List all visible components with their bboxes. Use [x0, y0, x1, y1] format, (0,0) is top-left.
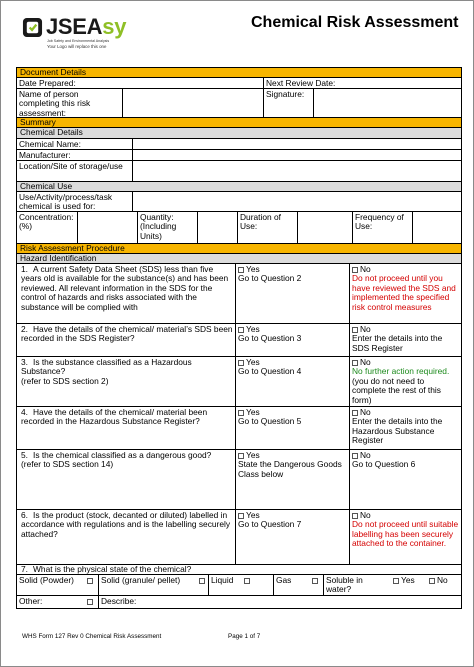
question-text: 3. Is the substance classified as a Hazardous Substance? (refer to SDS section 2)	[21, 357, 192, 386]
question-text: 2. Have the details of the chemical/ material’s SDS been recorded in the SDS Register?	[21, 324, 233, 344]
signature-field[interactable]	[313, 89, 461, 117]
logo-tagline: Job Safety and Environmental Analysis	[47, 39, 110, 43]
frequency-field[interactable]	[412, 212, 461, 243]
quantity-field[interactable]	[197, 212, 237, 243]
answer-no[interactable]: No Enter the details into the Hazardous Substance Register	[349, 407, 461, 449]
checkbox-liquid[interactable]	[244, 578, 250, 584]
checkbox-yes[interactable]	[238, 267, 244, 273]
question-text: 4. Have the details of the chemical/ material been recorded in the Hazardous Substance Register?	[21, 407, 208, 427]
concentration-label: Concentration: (%)	[19, 212, 74, 232]
question-row	[17, 450, 461, 510]
question-row	[17, 565, 461, 575]
logo-replace-note: Your Logo will replace this one	[47, 44, 107, 49]
checkbox-solid-granule[interactable]	[199, 578, 205, 584]
footer-page-number: Page 1 of 7	[228, 633, 261, 640]
answer-yes[interactable]: Yes Go to Question 3	[235, 324, 349, 356]
checkbox-solid-powder[interactable]	[87, 578, 93, 584]
checkbox-yes[interactable]	[238, 453, 244, 459]
row-chemical-name	[17, 139, 461, 150]
section-summary: Summary	[17, 118, 461, 128]
state-soluble-label: Soluble in water?	[323, 575, 391, 595]
chemical-name-field[interactable]	[132, 139, 461, 149]
duration-label: Duration of Use:	[237, 212, 297, 243]
person-label: Name of person completing this risk assessment:	[19, 89, 91, 118]
checkbox-other[interactable]	[87, 599, 93, 605]
next-review-field[interactable]: Next Review Date:	[263, 78, 461, 88]
checkbox-no[interactable]	[352, 513, 358, 519]
checkbox-no[interactable]	[352, 267, 358, 273]
state-solid-powder[interactable]: Solid (Powder)	[17, 575, 85, 595]
sub-hazard-identification: Hazard Identification	[17, 254, 461, 264]
date-prepared-field[interactable]: Date Prepared:	[19, 78, 76, 88]
manufacturer-label: Manufacturer:	[19, 150, 71, 160]
question-row	[17, 324, 461, 357]
row-dates	[17, 78, 461, 89]
concentration-field[interactable]	[77, 212, 137, 243]
assessment-form	[16, 67, 462, 609]
signature-label: Signature:	[263, 89, 313, 117]
state-gas[interactable]: Gas	[273, 575, 323, 595]
answer-yes[interactable]: Yes Go to Question 5	[235, 407, 349, 449]
checkbox-soluble-yes[interactable]	[393, 578, 399, 584]
use-activity-field[interactable]	[132, 192, 461, 211]
checkbox-yes[interactable]	[238, 410, 244, 416]
checkbox-yes[interactable]	[238, 513, 244, 519]
sub-chemical-details: Chemical Details	[17, 128, 461, 139]
answer-yes[interactable]: Yes Go to Question 4	[235, 357, 349, 406]
use-activity-label: Use/Activity/process/task chemical is used for:	[19, 192, 113, 212]
manufacturer-field[interactable]	[132, 150, 461, 160]
state-solid-granule[interactable]: Solid (granule/ pellet)	[98, 575, 208, 595]
checkbox-no[interactable]	[352, 410, 358, 416]
location-label: Location/Site of storage/use	[19, 161, 123, 171]
checkbox-no[interactable]	[352, 453, 358, 459]
checkbox-yes[interactable]	[238, 360, 244, 366]
soluble-yes[interactable]: Yes	[391, 575, 427, 595]
location-field[interactable]	[132, 161, 461, 181]
answer-no[interactable]: No Do not proceed until suitable labelling has been securely attached to the container.	[349, 510, 461, 564]
question-row	[17, 407, 461, 450]
state-liquid[interactable]: Liquid	[208, 575, 252, 595]
logo-wordmark: JSEAsy	[46, 14, 127, 39]
question-text: 1. A current Safety Data Sheet (SDS) less than five years old is available for the substance(s) and has been reviewed. All relevant information in the SDS for the control of hazards and risks associated with the substance will be complied with	[21, 264, 229, 312]
soluble-no[interactable]: No	[427, 575, 461, 595]
row-usage-details	[17, 212, 461, 244]
chemical-name-label: Chemical Name:	[19, 139, 81, 149]
row-other-state	[17, 596, 461, 608]
answer-no[interactable]: No Go to Question 6	[349, 450, 461, 509]
duration-field[interactable]	[297, 212, 352, 243]
question-text: 7. What is the physical state of the chemical?	[21, 564, 192, 574]
row-use-activity	[17, 192, 461, 212]
section-procedure: Risk Assessment Procedure	[17, 244, 461, 254]
checkbox-no[interactable]	[352, 360, 358, 366]
answer-yes[interactable]: Yes Go to Question 7	[235, 510, 349, 564]
row-person	[17, 89, 461, 118]
answer-yes[interactable]: Yes Go to Question 2	[235, 264, 349, 323]
quantity-label: Quantity: (Including Units)	[137, 212, 197, 243]
checkbox-soluble-no[interactable]	[429, 578, 435, 584]
checkbox-gas[interactable]	[312, 578, 318, 584]
state-other[interactable]: Other:	[17, 596, 98, 608]
row-physical-state	[17, 575, 461, 596]
logo-mark-icon	[22, 17, 43, 38]
company-logo	[22, 15, 137, 55]
page-title: Chemical Risk Assessment	[251, 14, 459, 31]
row-manufacturer	[17, 150, 461, 161]
frequency-label: Frequency of Use:	[352, 212, 412, 243]
describe-field[interactable]: Describe:	[98, 596, 461, 608]
question-row	[17, 357, 461, 407]
footer-form-id: WHS Form 127 Rev 0 Chemical Risk Assessment	[22, 633, 162, 640]
sub-chemical-use: Chemical Use	[17, 182, 461, 192]
checkbox-yes[interactable]	[238, 327, 244, 333]
answer-yes[interactable]: Yes State the Dangerous Goods Class below	[235, 450, 349, 509]
question-text: 6. Is the product (stock, decanted or diluted) labelled in accordance with regulations and is the labelling securely attached?	[21, 510, 231, 539]
section-document-details: Document Details	[17, 68, 461, 78]
question-row	[17, 510, 461, 565]
question-row	[17, 264, 461, 324]
person-field[interactable]	[122, 89, 263, 117]
answer-no[interactable]: No Enter the details into the SDS Register	[349, 324, 461, 356]
row-location	[17, 161, 461, 182]
answer-no[interactable]: No No further action required. (you do not need to complete the rest of this form)	[349, 357, 461, 406]
question-text: 5. Is the chemical classified as a dangerous good? (refer to SDS section 14)	[21, 450, 212, 470]
checkbox-no[interactable]	[352, 327, 358, 333]
answer-no[interactable]: No Do not proceed until you have reviewed the SDS and implemented the specified risk control measures	[349, 264, 461, 323]
